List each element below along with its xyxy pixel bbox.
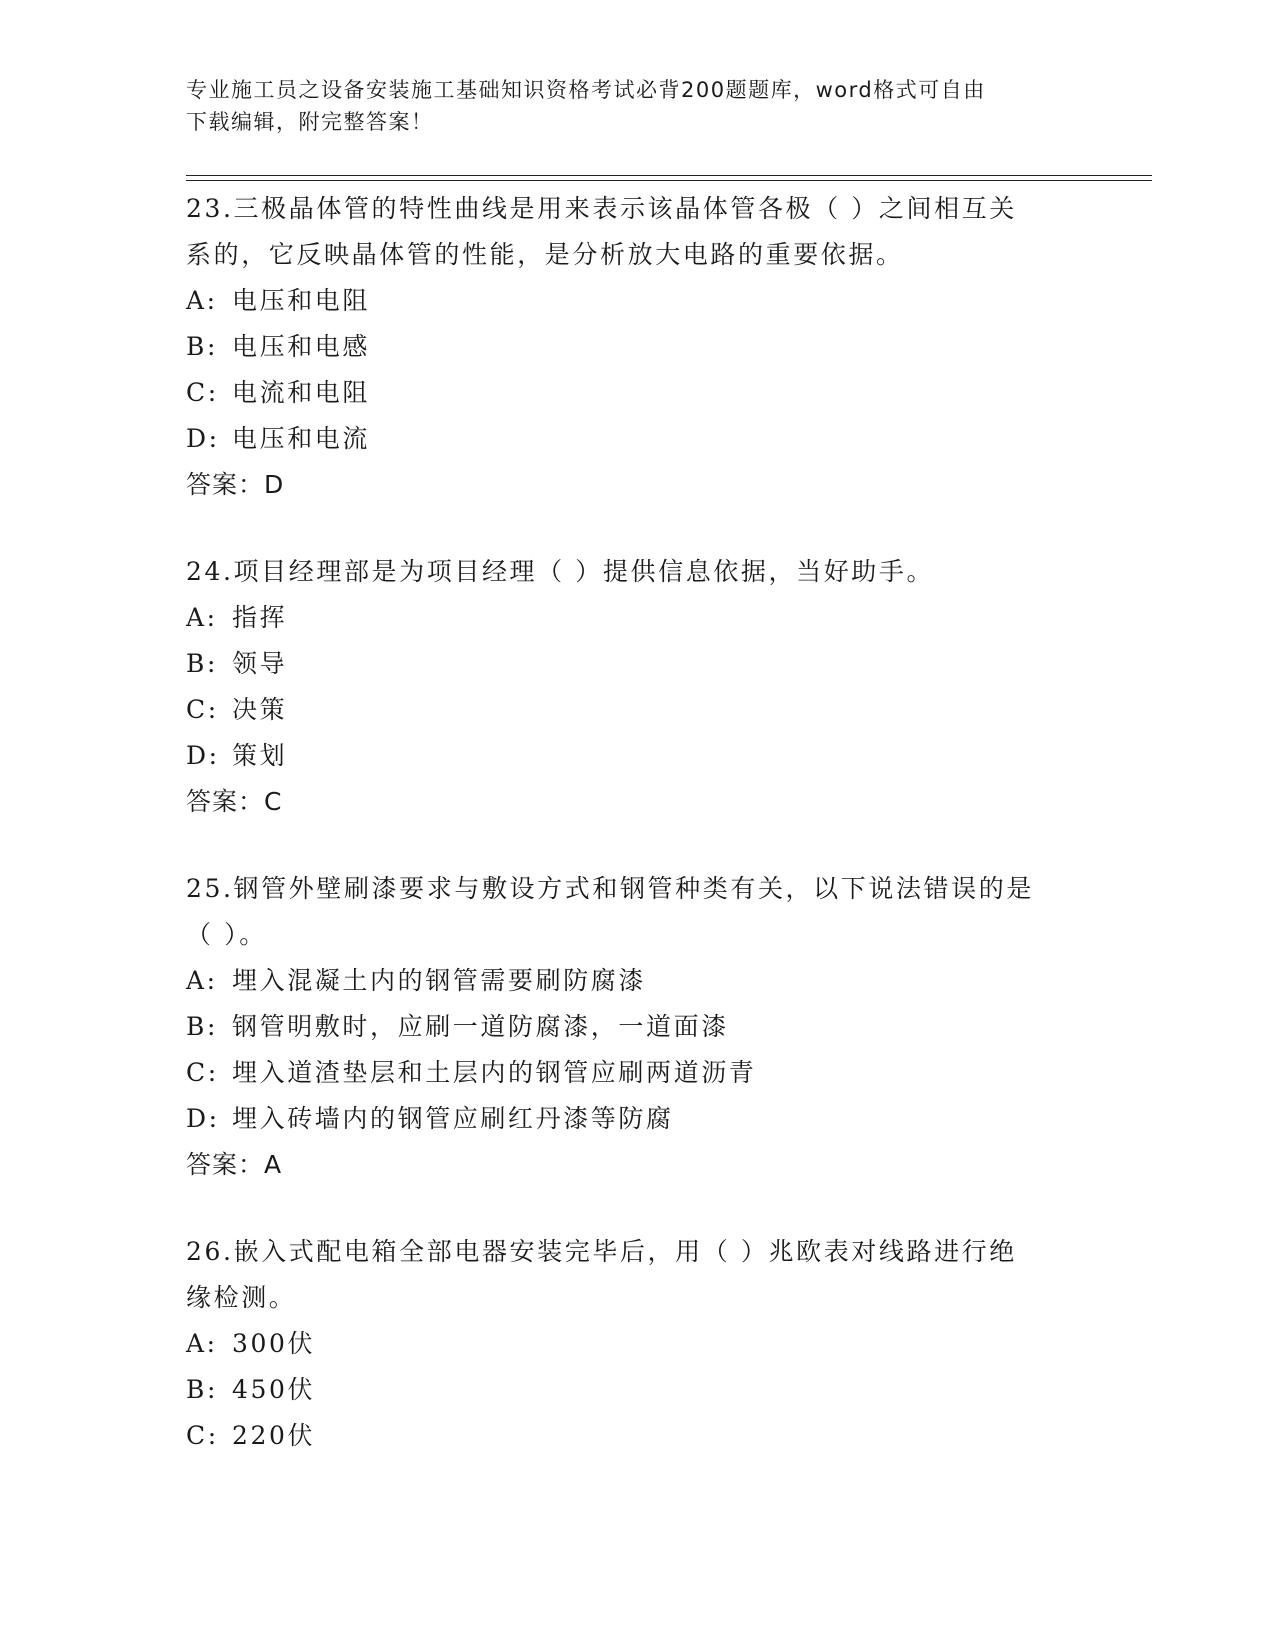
question-26 xyxy=(186,1229,1086,1459)
option-text: 450伏 xyxy=(232,1375,316,1404)
option-b xyxy=(186,641,1086,687)
question-24 xyxy=(186,549,1086,825)
answer-line: 答案：C xyxy=(186,787,283,816)
option-letter: A: xyxy=(186,286,218,315)
question-stem-line-2: 缘检测。 xyxy=(186,1283,297,1312)
answer-line: 答案：A xyxy=(186,1150,283,1179)
option-text: 决策 xyxy=(232,695,288,724)
option-letter: A: xyxy=(186,1329,218,1358)
option-d xyxy=(186,1096,1086,1142)
option-text: 指挥 xyxy=(232,603,288,632)
option-a xyxy=(186,278,1086,324)
option-text: 领导 xyxy=(232,649,288,678)
option-c xyxy=(186,687,1086,733)
option-d xyxy=(186,733,1086,779)
question-stem-line-2: 系的，它反映晶体管的性能，是分析放大电路的重要依据。 xyxy=(186,240,904,269)
option-a xyxy=(186,595,1086,641)
question-stem-line-1: 25.钢管外壁刷漆要求与敷设方式和钢管种类有关，以下说法错误的是 xyxy=(186,874,1034,903)
option-letter: A: xyxy=(186,966,218,995)
option-d xyxy=(186,416,1086,462)
option-letter: C: xyxy=(186,378,219,407)
option-letter: A: xyxy=(186,603,218,632)
option-text: 电压和电感 xyxy=(232,332,371,361)
option-text: 电压和电阻 xyxy=(232,286,371,315)
option-a xyxy=(186,1321,1086,1367)
option-text: 电压和电流 xyxy=(232,424,371,453)
option-letter: C: xyxy=(186,1058,219,1087)
option-a xyxy=(186,958,1086,1004)
answer-line: 答案：D xyxy=(186,470,285,499)
option-letter: B: xyxy=(186,1012,218,1041)
question-stem-line-1: 26.嵌入式配电箱全部电器安装完毕后，用（ ）兆欧表对线路进行绝 xyxy=(186,1237,1017,1266)
question-23 xyxy=(186,186,1086,508)
option-text: 埋入砖墙内的钢管应刷红丹漆等防腐 xyxy=(232,1104,674,1133)
option-b xyxy=(186,324,1086,370)
option-letter: D: xyxy=(186,1104,220,1133)
option-letter: B: xyxy=(186,1375,218,1404)
option-letter: B: xyxy=(186,649,218,678)
option-c xyxy=(186,1413,1086,1459)
option-text: 300伏 xyxy=(232,1329,316,1358)
option-text: 220伏 xyxy=(232,1421,316,1450)
option-letter: C: xyxy=(186,695,219,724)
header-rule-bottom xyxy=(186,180,1152,181)
option-b xyxy=(186,1367,1086,1413)
question-stem-line-1: 23.三极晶体管的特性曲线是用来表示该晶体管各极（ ）之间相互关 xyxy=(186,194,1017,223)
option-text: 电流和电阻 xyxy=(232,378,371,407)
option-c xyxy=(186,1050,1086,1096)
question-25 xyxy=(186,866,1086,1188)
option-b xyxy=(186,1004,1086,1050)
option-letter: D: xyxy=(186,424,220,453)
option-c xyxy=(186,370,1086,416)
question-stem-line-2: （ ）。 xyxy=(186,920,267,949)
header-rule-top xyxy=(186,175,1152,176)
option-letter: D: xyxy=(186,741,220,770)
option-text: 钢管明敷时，应刷一道防腐漆，一道面漆 xyxy=(232,1012,729,1041)
option-letter: B: xyxy=(186,332,218,361)
header-line-2: 下载编辑，附完整答案！ xyxy=(186,110,434,134)
option-text: 埋入道渣垫层和土层内的钢管应刷两道沥青 xyxy=(232,1058,757,1087)
option-text: 埋入混凝土内的钢管需要刷防腐漆 xyxy=(232,966,647,995)
header-line-1: 专业施工员之设备安装施工基础知识资格考试必背200题题库，word格式可自由 xyxy=(186,78,986,102)
question-stem-line-1: 24.项目经理部是为项目经理（ ）提供信息依据，当好助手。 xyxy=(186,557,935,586)
option-text: 策划 xyxy=(232,741,288,770)
option-letter: C: xyxy=(186,1421,219,1450)
document-header xyxy=(186,74,1066,138)
